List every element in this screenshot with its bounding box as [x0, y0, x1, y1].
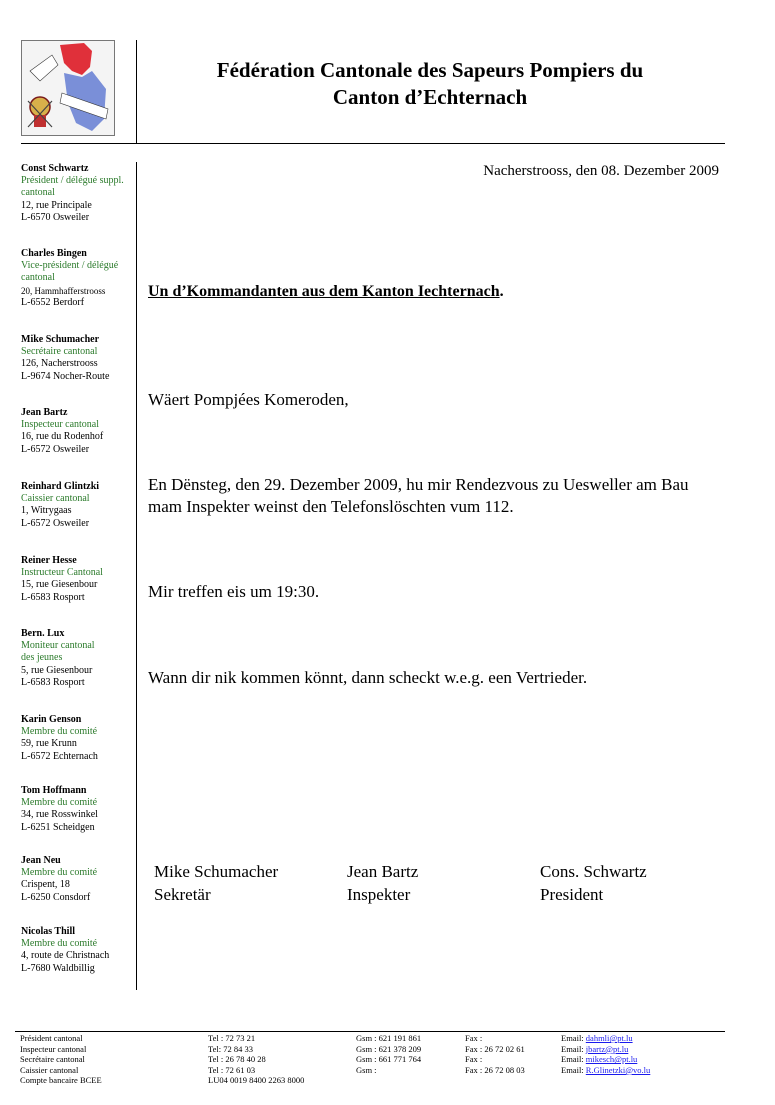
member-name: Bern. Lux	[21, 628, 65, 639]
footer-tel-item: Tel: 72 84 33	[208, 1043, 253, 1054]
email-label: Email:	[561, 1033, 584, 1043]
letter-greeting: Wäert Pompjées Komeroden,	[148, 390, 349, 409]
member-city: L-6570 Osweiler	[21, 211, 90, 223]
member-name: Jean Bartz	[21, 407, 68, 418]
letter-paragraph: Mir treffen eis um 19:30.	[148, 582, 320, 601]
footer-gsm	[356, 1033, 421, 1075]
member-entry	[21, 714, 135, 763]
letter-subject	[148, 283, 504, 301]
member-name: Const Schwartz	[21, 163, 89, 174]
email-label: Email:	[561, 1064, 584, 1075]
member-street: 34, rue Rosswinkel	[21, 809, 98, 821]
email-link[interactable]: jbartz@pt.lu	[585, 1043, 629, 1054]
footer-role: Caissier cantonal	[20, 1064, 79, 1075]
member-entry	[21, 785, 135, 834]
member-street: 12, rue Principale	[21, 199, 92, 211]
member-city: L-6572 Echternach	[21, 750, 98, 762]
member-role: cantonal	[21, 187, 55, 199]
member-role: Membre du comité	[21, 867, 98, 879]
member-entry	[21, 855, 135, 904]
member-name: Reinhard Glintzki	[21, 481, 100, 492]
member-name: Charles Bingen	[21, 248, 87, 259]
footer-fax-item: Fax :	[465, 1054, 483, 1065]
federation-logo	[21, 40, 115, 136]
member-name: Nicolas Thill	[21, 926, 75, 937]
footer-fax	[465, 1033, 525, 1075]
member-city: L-9674 Nocher-Route	[21, 370, 110, 382]
member-entry	[21, 481, 135, 530]
footer-gsm-item: Gsm : 621 191 861	[356, 1033, 422, 1043]
footer-role: Président cantonal	[20, 1033, 83, 1043]
member-city: L-6552 Berdorf	[21, 296, 85, 308]
member-role: Vice-président / délégué	[21, 260, 119, 272]
footer-fax-item: Fax : 26 72 02 61	[465, 1043, 525, 1054]
signature-block	[540, 860, 647, 906]
email-link[interactable]: mikesch@pt.lu	[585, 1054, 638, 1065]
member-name: Karin Genson	[21, 714, 82, 725]
footer-divider	[15, 1031, 725, 1032]
member-city: L-6251 Scheidgen	[21, 821, 95, 833]
member-city: L-7680 Waldbillig	[21, 962, 95, 974]
member-name: Mike Schumacher	[21, 334, 100, 345]
member-role: Membre du comité	[21, 938, 98, 950]
subject-text: Un d’Kommandanten aus dem Kanton Iechternach	[148, 283, 500, 300]
footer-email	[561, 1033, 650, 1075]
member-street: Crispent, 18	[21, 879, 70, 891]
email-link[interactable]: dahmli@pt.lu	[585, 1033, 633, 1043]
header-divider-vertical	[136, 40, 137, 144]
member-city: L-6583 Rosport	[21, 676, 85, 688]
title-line-2: Canton d’Echternach	[332, 85, 528, 109]
footer-gsm-item: Gsm : 661 771 764	[356, 1054, 422, 1065]
signatory-title: Inspekter	[347, 885, 411, 904]
member-role: Inspecteur cantonal	[21, 419, 100, 431]
footer-gsm-item: Gsm : 621 378 209	[356, 1043, 422, 1054]
member-entry	[21, 248, 135, 309]
member-street: 20, Hammhafferstrooss	[21, 285, 106, 296]
member-city: L-6572 Osweiler	[21, 443, 90, 455]
email-label: Email:	[561, 1054, 584, 1065]
signatory-name: Jean Bartz	[347, 862, 419, 881]
logo-emblem	[22, 41, 114, 135]
member-street: 16, rue du Rodenhof	[21, 431, 104, 443]
member-entry	[21, 926, 135, 975]
footer-tel	[208, 1033, 304, 1086]
member-entry	[21, 163, 135, 224]
member-entry	[21, 628, 135, 689]
member-entry	[21, 555, 135, 604]
letter-date: Nacherstrooss, den 08. Dezember 2009	[483, 163, 719, 179]
member-street: 5, rue Giesenbour	[21, 664, 93, 676]
member-entry	[21, 334, 135, 383]
member-role: des jeunes	[21, 652, 63, 664]
member-street: 1, Witrygaas	[21, 505, 72, 517]
footer-roles	[20, 1033, 102, 1086]
signatory-title: President	[540, 885, 604, 904]
footer-role: Secrétaire cantonal	[20, 1054, 85, 1065]
signature-block	[347, 860, 418, 906]
member-role: Président / délégué suppl.	[21, 175, 124, 187]
email-label: Email:	[561, 1043, 584, 1054]
footer-tel-item: Tel : 26 78 40 28	[208, 1054, 266, 1065]
member-role: Membre du comité	[21, 726, 98, 738]
member-city: L-6572 Osweiler	[21, 517, 90, 529]
subject-period: .	[499, 283, 504, 300]
title-line-1: Fédération Cantonale des Sapeurs Pompiers du	[216, 58, 644, 82]
signatory-name: Cons. Schwartz	[540, 862, 647, 881]
member-street: 59, rue Krunn	[21, 738, 77, 750]
footer-role: Compte bancaire BCEE	[20, 1075, 102, 1086]
footer-gsm-item: Gsm :	[356, 1064, 377, 1075]
member-street: 15, rue Giesenbour	[21, 579, 98, 591]
sidebar-divider	[136, 162, 137, 990]
member-role: Caissier cantonal	[21, 493, 90, 505]
footer-tel-item: Tel : 72 61 03	[208, 1064, 256, 1075]
member-entry	[21, 407, 135, 456]
member-city: L-6583 Rosport	[21, 591, 85, 603]
member-city: L-6250 Consdorf	[21, 891, 91, 903]
footer-role: Inspecteur cantonal	[20, 1043, 87, 1054]
letter-paragraph: En Dënsteg, den 29. Dezember 2009, hu mir Rendezvous zu Uesweller am Bau mam Inspekter weinst den Telefonslöschten vum 112.	[148, 475, 689, 516]
member-role: Instructeur Cantonal	[21, 567, 103, 579]
footer-tel-item: Tel : 72 73 21	[208, 1033, 256, 1043]
email-link[interactable]: R.Glinetzki@vo.lu	[585, 1064, 651, 1075]
header-divider-horizontal	[21, 143, 725, 144]
member-name: Reiner Hesse	[21, 555, 77, 566]
member-name: Tom Hoffmann	[21, 785, 87, 796]
organization-title	[150, 57, 710, 111]
member-name: Jean Neu	[21, 855, 61, 866]
signatory-name: Mike Schumacher	[154, 862, 279, 881]
letter-paragraph: Wann dir nik kommen könnt, dann scheckt w.e.g. een Vertrieder.	[148, 668, 588, 687]
member-street: 126, Nacherstrooss	[21, 358, 98, 370]
member-role: Secrétaire cantonal	[21, 346, 98, 358]
footer-fax-item: Fax :	[465, 1033, 483, 1043]
member-role: Moniteur cantonal	[21, 640, 95, 652]
member-role: Membre du comité	[21, 797, 98, 809]
signatory-title: Sekretär	[154, 885, 211, 904]
footer-bank-account: LU04 0019 8400 2263 8000	[208, 1075, 305, 1086]
member-role: cantonal	[21, 272, 55, 284]
member-street: 4, route de Christnach	[21, 950, 110, 962]
footer-fax-item: Fax : 26 72 08 03	[465, 1064, 525, 1075]
signature-block	[154, 860, 278, 906]
